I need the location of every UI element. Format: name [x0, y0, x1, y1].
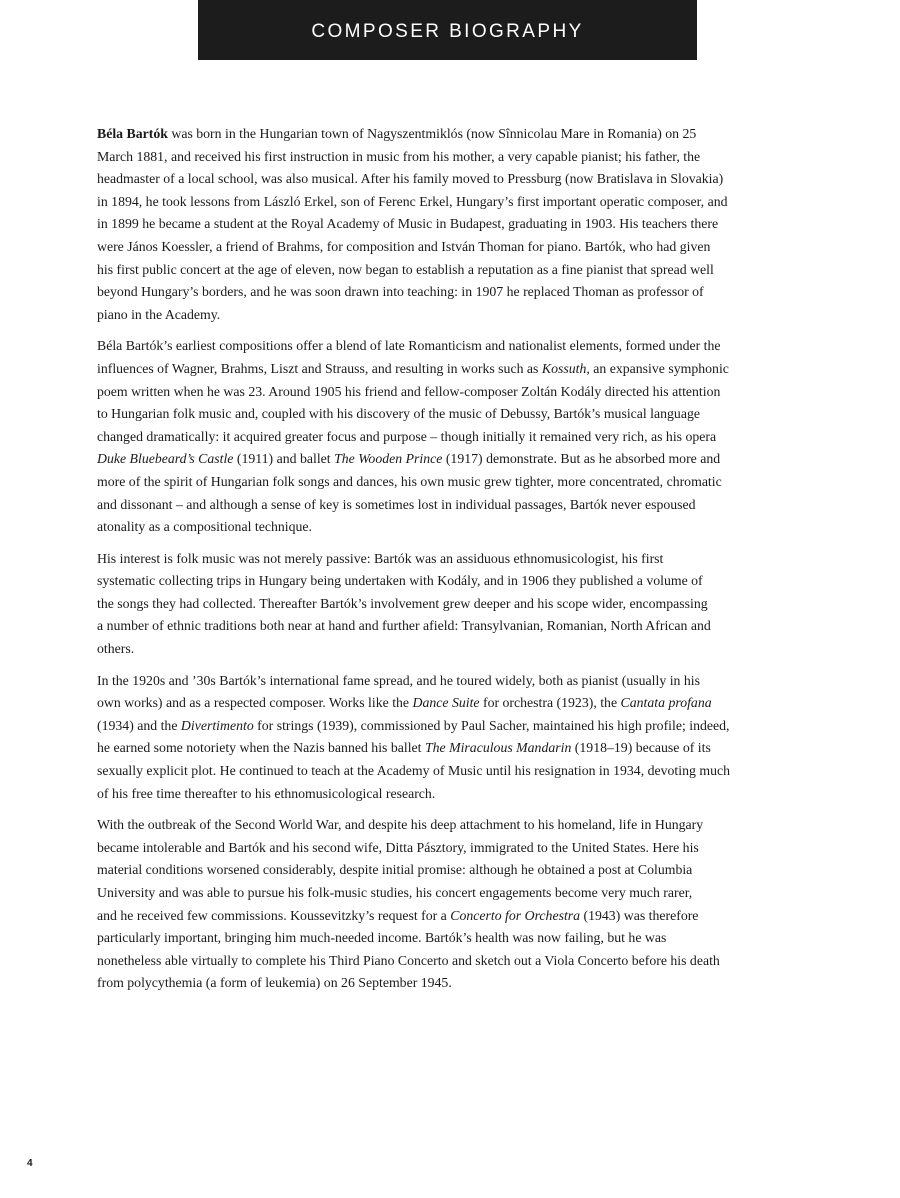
text-line [97, 760, 801, 783]
text-run: the songs they had collected. Thereafter Bartók’s involvement grew deeper and his scope wider, encompassing [97, 595, 708, 611]
text-line [97, 670, 801, 693]
biography-paragraph [97, 335, 801, 538]
text-line [97, 403, 801, 426]
text-line [97, 304, 801, 327]
text-line [97, 882, 801, 905]
text-run: headmaster of a local school, was also musical. After his family moved to Pressburg (now Bratislava in Slovakia) [97, 171, 724, 187]
text-run: (1911) and ballet [233, 451, 335, 467]
text-run: nonetheless able virtually to complete his Third Piano Concerto and sketch out a Viola Concerto before his death [97, 952, 720, 968]
italic-title: The Wooden Prince [334, 451, 443, 467]
text-run: March 1881, and received his first instruction in music from his mother, a very capable pianist; his father, the [97, 148, 701, 164]
text-line [97, 570, 801, 593]
text-run: own works) and as a respected composer. Works like the [97, 695, 413, 711]
biography-paragraph [97, 814, 801, 995]
text-line [97, 548, 801, 571]
text-run: His interest is folk music was not merely passive: Bartók was an assiduous ethnomusicologist, his first [97, 550, 664, 566]
biography-paragraph [97, 123, 801, 326]
text-line [97, 692, 801, 715]
text-line [97, 972, 801, 995]
text-line [97, 146, 801, 169]
text-run: (1917) demonstrate. But as he absorbed more and [442, 451, 721, 467]
biography-paragraph [97, 670, 801, 806]
text-line [97, 837, 801, 860]
text-run: sexually explicit plot. He continued to teach at the Academy of Music until his resignation in 1934, devoting much [97, 763, 730, 779]
text-line [97, 471, 801, 494]
text-line [97, 381, 801, 404]
italic-title: Kossuth [541, 360, 587, 376]
italic-title: Duke Bluebeard’s Castle [97, 451, 234, 467]
text-run: in 1894, he took lessons from László Erkel, son of Ferenc Erkel, Hungary’s first important operatic composer, and [97, 193, 728, 209]
text-run: (1934) and the [97, 717, 181, 733]
text-run: became intolerable and Bartók and his second wife, Ditta Pásztory, immigrated to the United States. Here his [97, 839, 699, 855]
text-run: was born in the Hungarian town of Nagyszentmiklós (now Sînnicolau Mare in Romania) on 25 [167, 126, 697, 141]
text-run: systematic collecting trips in Hungary being undertaken with Kodály, and in 1906 they published a volume of [97, 573, 703, 589]
text-line [97, 715, 801, 738]
header-band [198, 0, 697, 60]
text-run: poem written when he was 23. Around 1905 his friend and fellow-composer Zoltán Kodály directed his attention [97, 383, 721, 399]
text-line [97, 168, 801, 191]
page-title: COMPOSER BIOGRAPHY [311, 21, 584, 42]
text-run: from polycythemia (a form of leukemia) on 26 September 1945. [97, 975, 452, 991]
text-line [97, 905, 801, 928]
text-run: In the 1920s and ’30s Bartók’s international fame spread, and he toured widely, both as pianist (usually in his [97, 672, 700, 688]
text-line [97, 448, 801, 471]
text-line [97, 123, 801, 146]
text-run: With the outbreak of the Second World War, and despite his deep attachment to his homeland, life in Hungary [97, 817, 704, 833]
text-run: others. [97, 641, 135, 657]
text-line [97, 358, 801, 381]
biography-text [97, 123, 801, 1004]
text-run: a number of ethnic traditions both near at hand and further afield: Transylvanian, Romanian, North African and [97, 618, 711, 634]
italic-title: Concerto for Orchestra [450, 907, 581, 923]
text-run: (1918–19) because of its [571, 740, 711, 756]
text-run: to Hungarian folk music and, coupled with his discovery of the music of Debussy, Bartók’s musical language [97, 406, 700, 422]
text-run: material conditions worsened considerably, despite initial promise: although he obtained a post at Columbia [97, 862, 693, 878]
italic-title: The Miraculous Mandarin [424, 740, 572, 756]
text-run: were János Koessler, a friend of Brahms, for composition and István Thoman for piano. Bartók, who had given [97, 238, 711, 254]
bold-text: Béla Bartók [97, 126, 168, 141]
text-run: particularly important, bringing him much-needed income. Bartók’s health was now failing, but he was [97, 930, 667, 946]
page-number: 4 [27, 1158, 33, 1169]
text-run: of his free time thereafter to his ethnomusicological research. [97, 785, 436, 801]
text-run: , an expansive symphonic [586, 360, 729, 376]
text-line [97, 950, 801, 973]
text-line [97, 927, 801, 950]
text-line [97, 814, 801, 837]
text-run: and dissonant – and although a sense of key is sometimes lost in individual passages, Bartók never espoused [97, 496, 696, 512]
text-run: Béla Bartók’s earliest compositions offer a blend of late Romanticism and nationalist elements, formed under the [97, 338, 721, 354]
text-run: beyond Hungary’s borders, and he was soon drawn into teaching: in 1907 he replaced Thoman as professor of [97, 284, 704, 300]
text-line [97, 615, 801, 638]
text-line [97, 737, 801, 760]
text-line [97, 494, 801, 517]
text-run: and he received few commissions. Koussevitzky’s request for a [97, 907, 451, 923]
italic-title: Dance Suite [412, 695, 480, 711]
italic-title: Cantata profana [620, 695, 712, 711]
text-run: his first public concert at the age of eleven, now began to establish a reputation as a fine pianist that spread well [97, 261, 714, 277]
text-line [97, 281, 801, 304]
text-line [97, 213, 801, 236]
text-line [97, 783, 801, 806]
text-run: atonality as a compositional technique. [97, 519, 312, 535]
text-run: influences of Wagner, Brahms, Liszt and Strauss, and resulting in works such as [97, 360, 542, 376]
text-line [97, 593, 801, 616]
text-run: he earned some notoriety when the Nazis banned his ballet [97, 740, 425, 756]
italic-title: Divertimento [180, 717, 254, 733]
text-line [97, 638, 801, 661]
text-run: in 1899 he became a student at the Royal Academy of Music in Budapest, graduating in 1903. His teachers there [97, 216, 719, 232]
biography-paragraph [97, 548, 801, 661]
text-run: changed dramatically: it acquired greater focus and purpose – though initially it remained very rich, as his opera [97, 428, 717, 444]
text-line [97, 335, 801, 358]
text-run: for strings (1939), commissioned by Paul Sacher, maintained his high profile; indeed, [253, 717, 730, 733]
text-run: more of the spirit of Hungarian folk songs and dances, his own music grew tighter, more concentrated, chromatic [97, 473, 722, 489]
text-run: for orchestra (1923), the [479, 695, 621, 711]
text-run: (1943) was therefore [580, 907, 699, 923]
text-run: piano in the Academy. [97, 306, 221, 322]
text-line [97, 191, 801, 214]
text-line [97, 516, 801, 539]
text-run: University and was able to pursue his folk-music studies, his concert engagements become very much rarer, [97, 885, 693, 900]
text-line [97, 259, 801, 282]
text-line [97, 859, 801, 882]
text-line [97, 426, 801, 449]
text-line [97, 236, 801, 259]
